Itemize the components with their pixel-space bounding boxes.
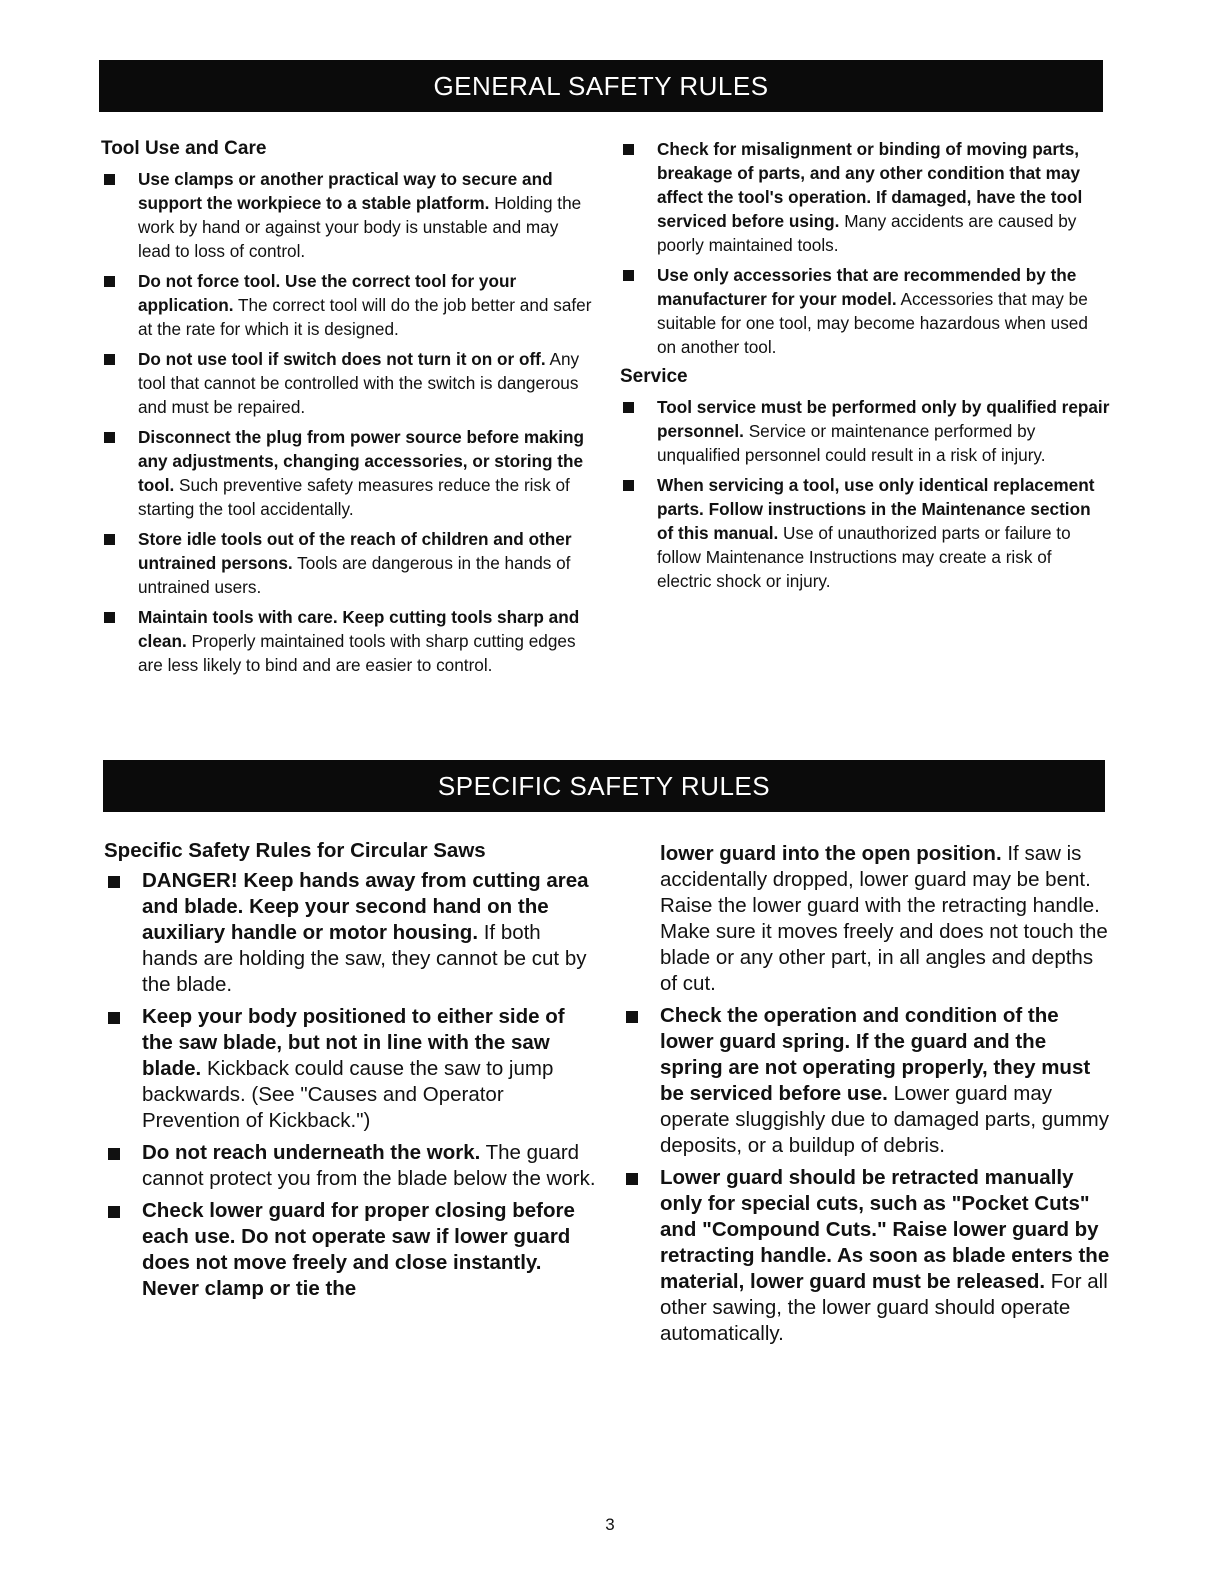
tool-use-list	[101, 167, 593, 677]
list-item: Store idle tools out of the reach of children and other untrained persons. Tools are dangerous in the hands of untrained users.	[101, 527, 593, 599]
service-heading: Service	[620, 366, 688, 387]
tool-use-heading: Tool Use and Care	[101, 138, 267, 159]
list-item: Do not use tool if switch does not turn it on or off. Any tool that cannot be controlled with the switch is dangerous and must be repaired.	[101, 347, 593, 419]
list-item: DANGER! Keep hands away from cutting area and blade. Keep your second hand on the auxiliary handle or motor housing. If both hands are holding the saw, they cannot be cut by the blade.	[104, 868, 596, 998]
list-item: Check for misalignment or binding of moving parts, breakage of parts, and any other condition that may affect the tool's operation. If damaged, have the tool serviced before using. Many accidents are caused by poorly maintained tools.	[620, 137, 1110, 257]
circular-saw-rules-heading: Specific Safety Rules for Circular Saws	[104, 839, 486, 862]
specific-rules-column-left	[104, 838, 596, 1308]
list-item: Check lower guard for proper closing before each use. Do not operate saw if lower guard does not move freely and close instantly. Never clamp or tie the	[104, 1198, 596, 1302]
specific-rules-column-right	[622, 841, 1112, 1353]
list-item: When servicing a tool, use only identical replacement parts. Follow instructions in the Maintenance section of this manual. Use of unauthorized parts or failure to follow Maintenance Instructions may create a risk of electric shock or injury.	[620, 473, 1110, 593]
service-list	[620, 395, 1110, 593]
general-safety-rules-title: GENERAL SAFETY RULES	[433, 70, 769, 101]
list-item: Use clamps or another practical way to secure and support the workpiece to a stable platform. Holding the work by hand or against your body is unstable and may lead to loss of control.	[101, 167, 593, 263]
list-item: Do not reach underneath the work. The guard cannot protect you from the blade below the work.	[104, 1140, 596, 1192]
list-item: Use only accessories that are recommended by the manufacturer for your model. Accessories that may be suitable for one tool, may become hazardous when used on another tool.	[620, 263, 1110, 359]
list-item: Lower guard should be retracted manually only for special cuts, such as "Pocket Cuts" and "Compound Cuts." Raise lower guard by retracting handle. As soon as blade enters the material, lower guard must be released. For all other sawing, the lower guard should operate automatically.	[622, 1165, 1112, 1347]
list-item-continuation: lower guard into the open position. If saw is accidentally dropped, lower guard may be bent. Raise the lower guard with the retracting handle. Make sure it moves freely and does not touch the blade or any other part, in all angles and depths of cut.	[660, 842, 1108, 995]
list-item: Disconnect the plug from power source before making any adjustments, changing accessories, or storing the tool. Such preventive safety measures reduce the risk of starting the tool accidentally.	[101, 425, 593, 521]
specific-safety-rules-title: SPECIFIC SAFETY RULES	[437, 770, 771, 801]
specific-rules-list-continued	[622, 841, 1112, 1347]
list-item: Tool service must be performed only by qualified repair personnel. Service or maintenance performed by unqualified personnel could result in a risk of injury.	[620, 395, 1110, 467]
list-item: Maintain tools with care. Keep cutting tools sharp and clean. Properly maintained tools with sharp cutting edges are less likely to bind and are easier to control.	[101, 605, 593, 677]
tool-use-column	[101, 137, 593, 683]
general-safety-rules-banner	[99, 60, 1103, 112]
tool-use-list-continued	[620, 137, 1110, 359]
tool-use-service-column	[620, 137, 1110, 599]
list-item: Check the operation and condition of the lower guard spring. If the guard and the spring are not operating properly, they must be serviced before use. Lower guard may operate sluggishly due to damaged parts, gummy deposits, or a buildup of debris.	[622, 1003, 1112, 1159]
list-item: Do not force tool. Use the correct tool for your application. The correct tool will do the job better and safer at the rate for which it is designed.	[101, 269, 593, 341]
page-number: 3	[605, 1515, 615, 1534]
list-item: Keep your body positioned to either side of the saw blade, but not in line with the saw blade. Kickback could cause the saw to jump backwards. (See "Causes and Operator Prevention of Kickback.")	[104, 1004, 596, 1134]
specific-safety-rules-banner	[103, 760, 1105, 812]
specific-rules-list	[104, 868, 596, 1302]
